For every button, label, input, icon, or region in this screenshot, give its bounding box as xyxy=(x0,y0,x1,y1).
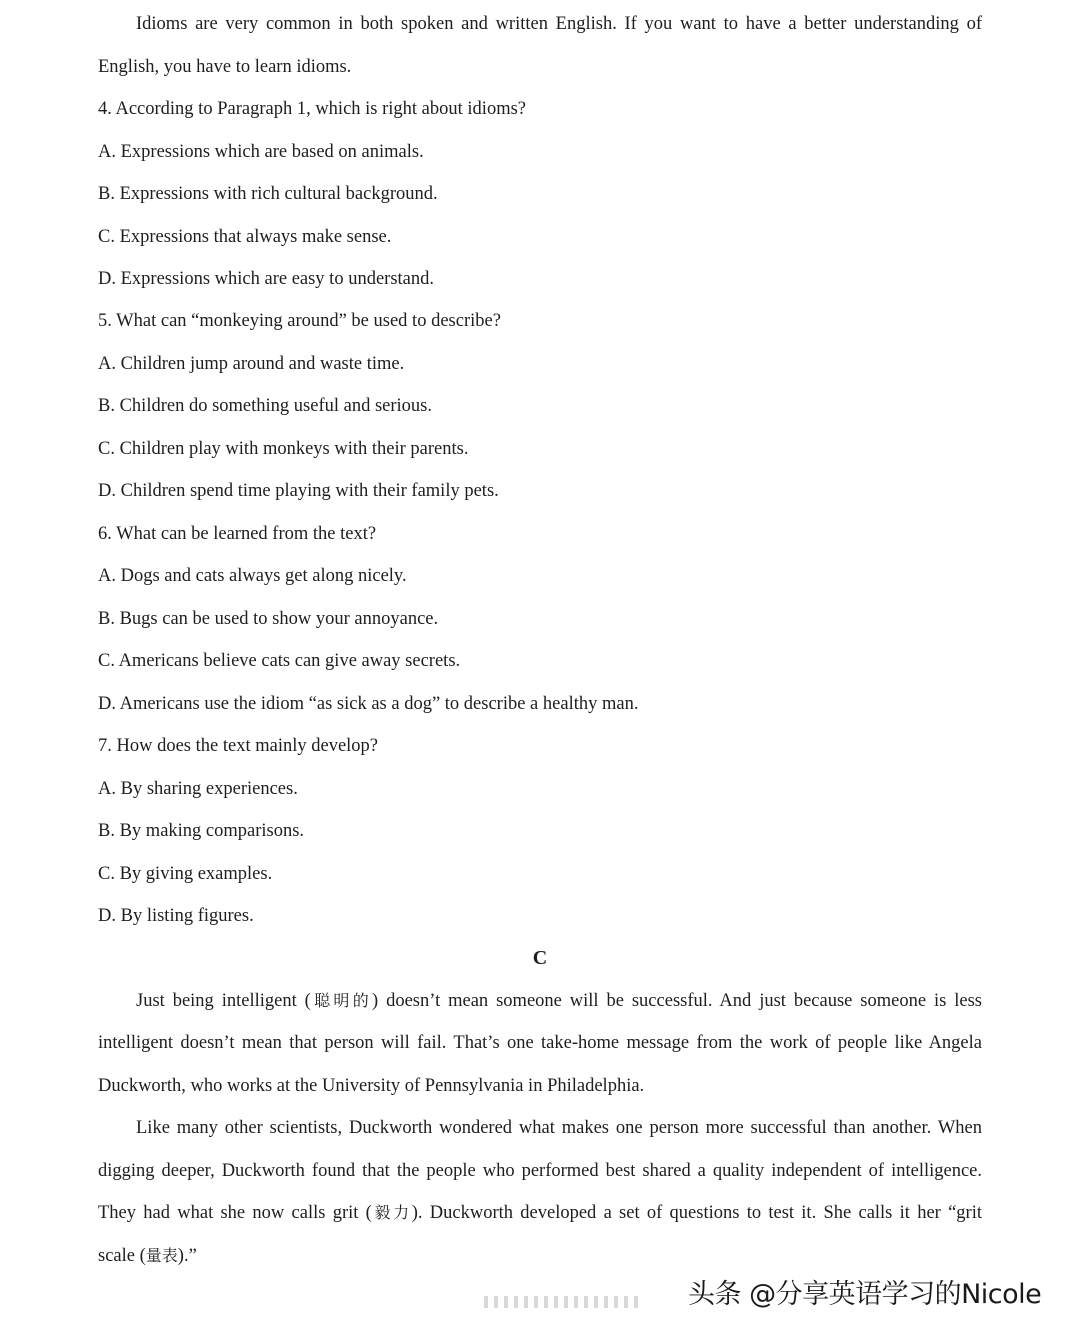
question-stem: 4. According to Paragraph 1, which is right about idioms? xyxy=(98,99,526,119)
passage-line: Duckworth, who works at the University of Pennsylvania in Philadelphia. xyxy=(98,1076,645,1096)
passage-line: They had what she now calls grit (毅力). Duckworth developed a set of questions to test it. She calls it her “grit xyxy=(98,1203,982,1223)
answer-option: B. Expressions with rich cultural background. xyxy=(98,184,438,204)
answer-option: A. By sharing experiences. xyxy=(98,779,298,799)
answer-option: C. Children play with monkeys with their parents. xyxy=(98,439,469,459)
answer-option: B. By making comparisons. xyxy=(98,821,305,841)
section-heading: C xyxy=(532,947,548,969)
answer-option: D. Expressions which are easy to understand. xyxy=(98,269,434,289)
question-stem: 6. What can be learned from the text? xyxy=(98,524,377,544)
passage-line: digging deeper, Duckworth found that the people who performed best shared a quality independent of intelligence. xyxy=(98,1161,982,1181)
question-stem: 7. How does the text mainly develop? xyxy=(98,736,379,756)
answer-option: A. Children jump around and waste time. xyxy=(98,354,405,374)
answer-option: C. Expressions that always make sense. xyxy=(98,227,392,247)
passage-line: Just being intelligent (聪明的) doesn’t mean someone will be successful. And just because someone is less xyxy=(136,991,982,1011)
passage-line: scale (量表).” xyxy=(98,1246,197,1266)
answer-option: C. By giving examples. xyxy=(98,864,273,884)
answer-option: B. Bugs can be used to show your annoyance. xyxy=(98,609,439,629)
passage-line: Idioms are very common in both spoken and written English. If you want to have a better understanding of xyxy=(136,14,982,34)
passage-line: intelligent doesn’t mean that person will fail. That’s one take-home message from the work of people like Angela xyxy=(98,1033,982,1053)
question-stem: 5. What can “monkeying around” be used to describe? xyxy=(98,311,501,331)
answer-option: A. Dogs and cats always get along nicely. xyxy=(98,566,407,586)
passage-line: Like many other scientists, Duckworth wondered what makes one person more successful than another. When xyxy=(136,1118,982,1138)
source-watermark: 头条 @分享英语学习的Nicole xyxy=(688,1279,1042,1310)
answer-option: D. By listing figures. xyxy=(98,906,254,926)
answer-option: D. Americans use the idiom “as sick as a dog” to describe a healthy man. xyxy=(98,694,639,714)
image-indicator-bars xyxy=(484,1296,638,1308)
passage-line: English, you have to learn idioms. xyxy=(98,57,352,77)
answer-option: B. Children do something useful and serious. xyxy=(98,396,432,416)
answer-option: D. Children spend time playing with their family pets. xyxy=(98,481,499,501)
answer-option: C. Americans believe cats can give away secrets. xyxy=(98,651,461,671)
answer-option: A. Expressions which are based on animals. xyxy=(98,142,424,162)
